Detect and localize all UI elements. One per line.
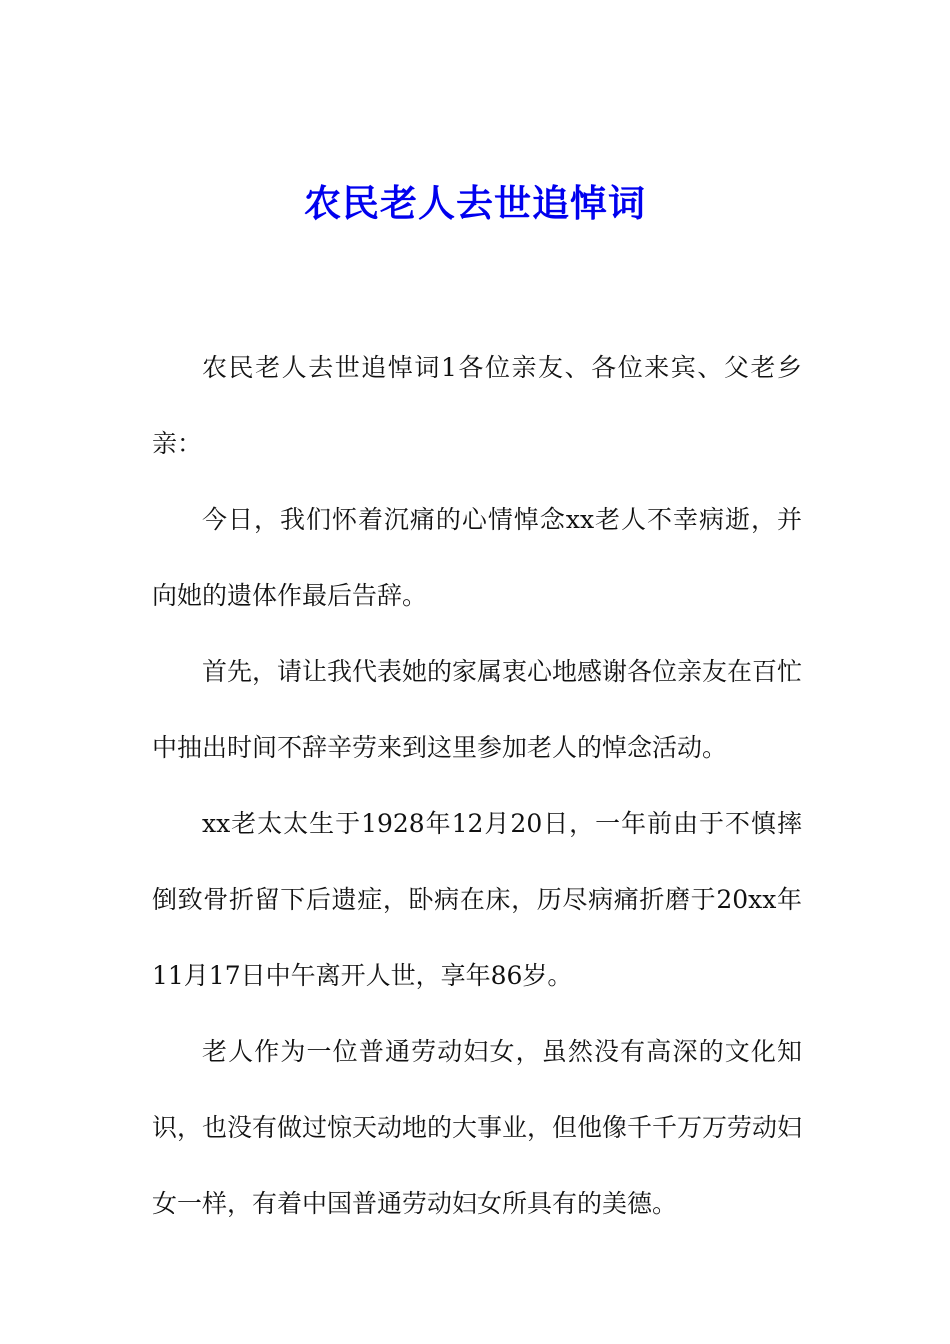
paragraph: 今日，我们怀着沉痛的心情悼念xx老人不幸病逝，并向她的遗体作最后告辞。	[152, 505, 802, 610]
paragraph: 农民老人去世追悼词1各位亲友、各位来宾、父老乡亲：	[152, 353, 802, 458]
paragraph: xx老太太生于1928年12月20日，一年前由于不慎摔倒致骨折留下后遗症，卧病在床，历尽病痛折磨于20xx年11月17日中午离开人世，享年86岁。	[152, 809, 802, 990]
document-title: 农民老人去世追悼词	[304, 181, 646, 225]
paragraph: 老人作为一位普通劳动妇女，虽然没有高深的文化知识，也没有做过惊天动地的大事业，但他像千千万万劳动妇女一样，有着中国普通劳动妇女所具有的美德。	[152, 1037, 803, 1218]
paragraph: 首先，请让我代表她的家属衷心地感谢各位亲友在百忙中抽出时间不辞辛劳来到这里参加老人的悼念活动。	[152, 657, 803, 762]
document-body	[152, 330, 802, 1242]
